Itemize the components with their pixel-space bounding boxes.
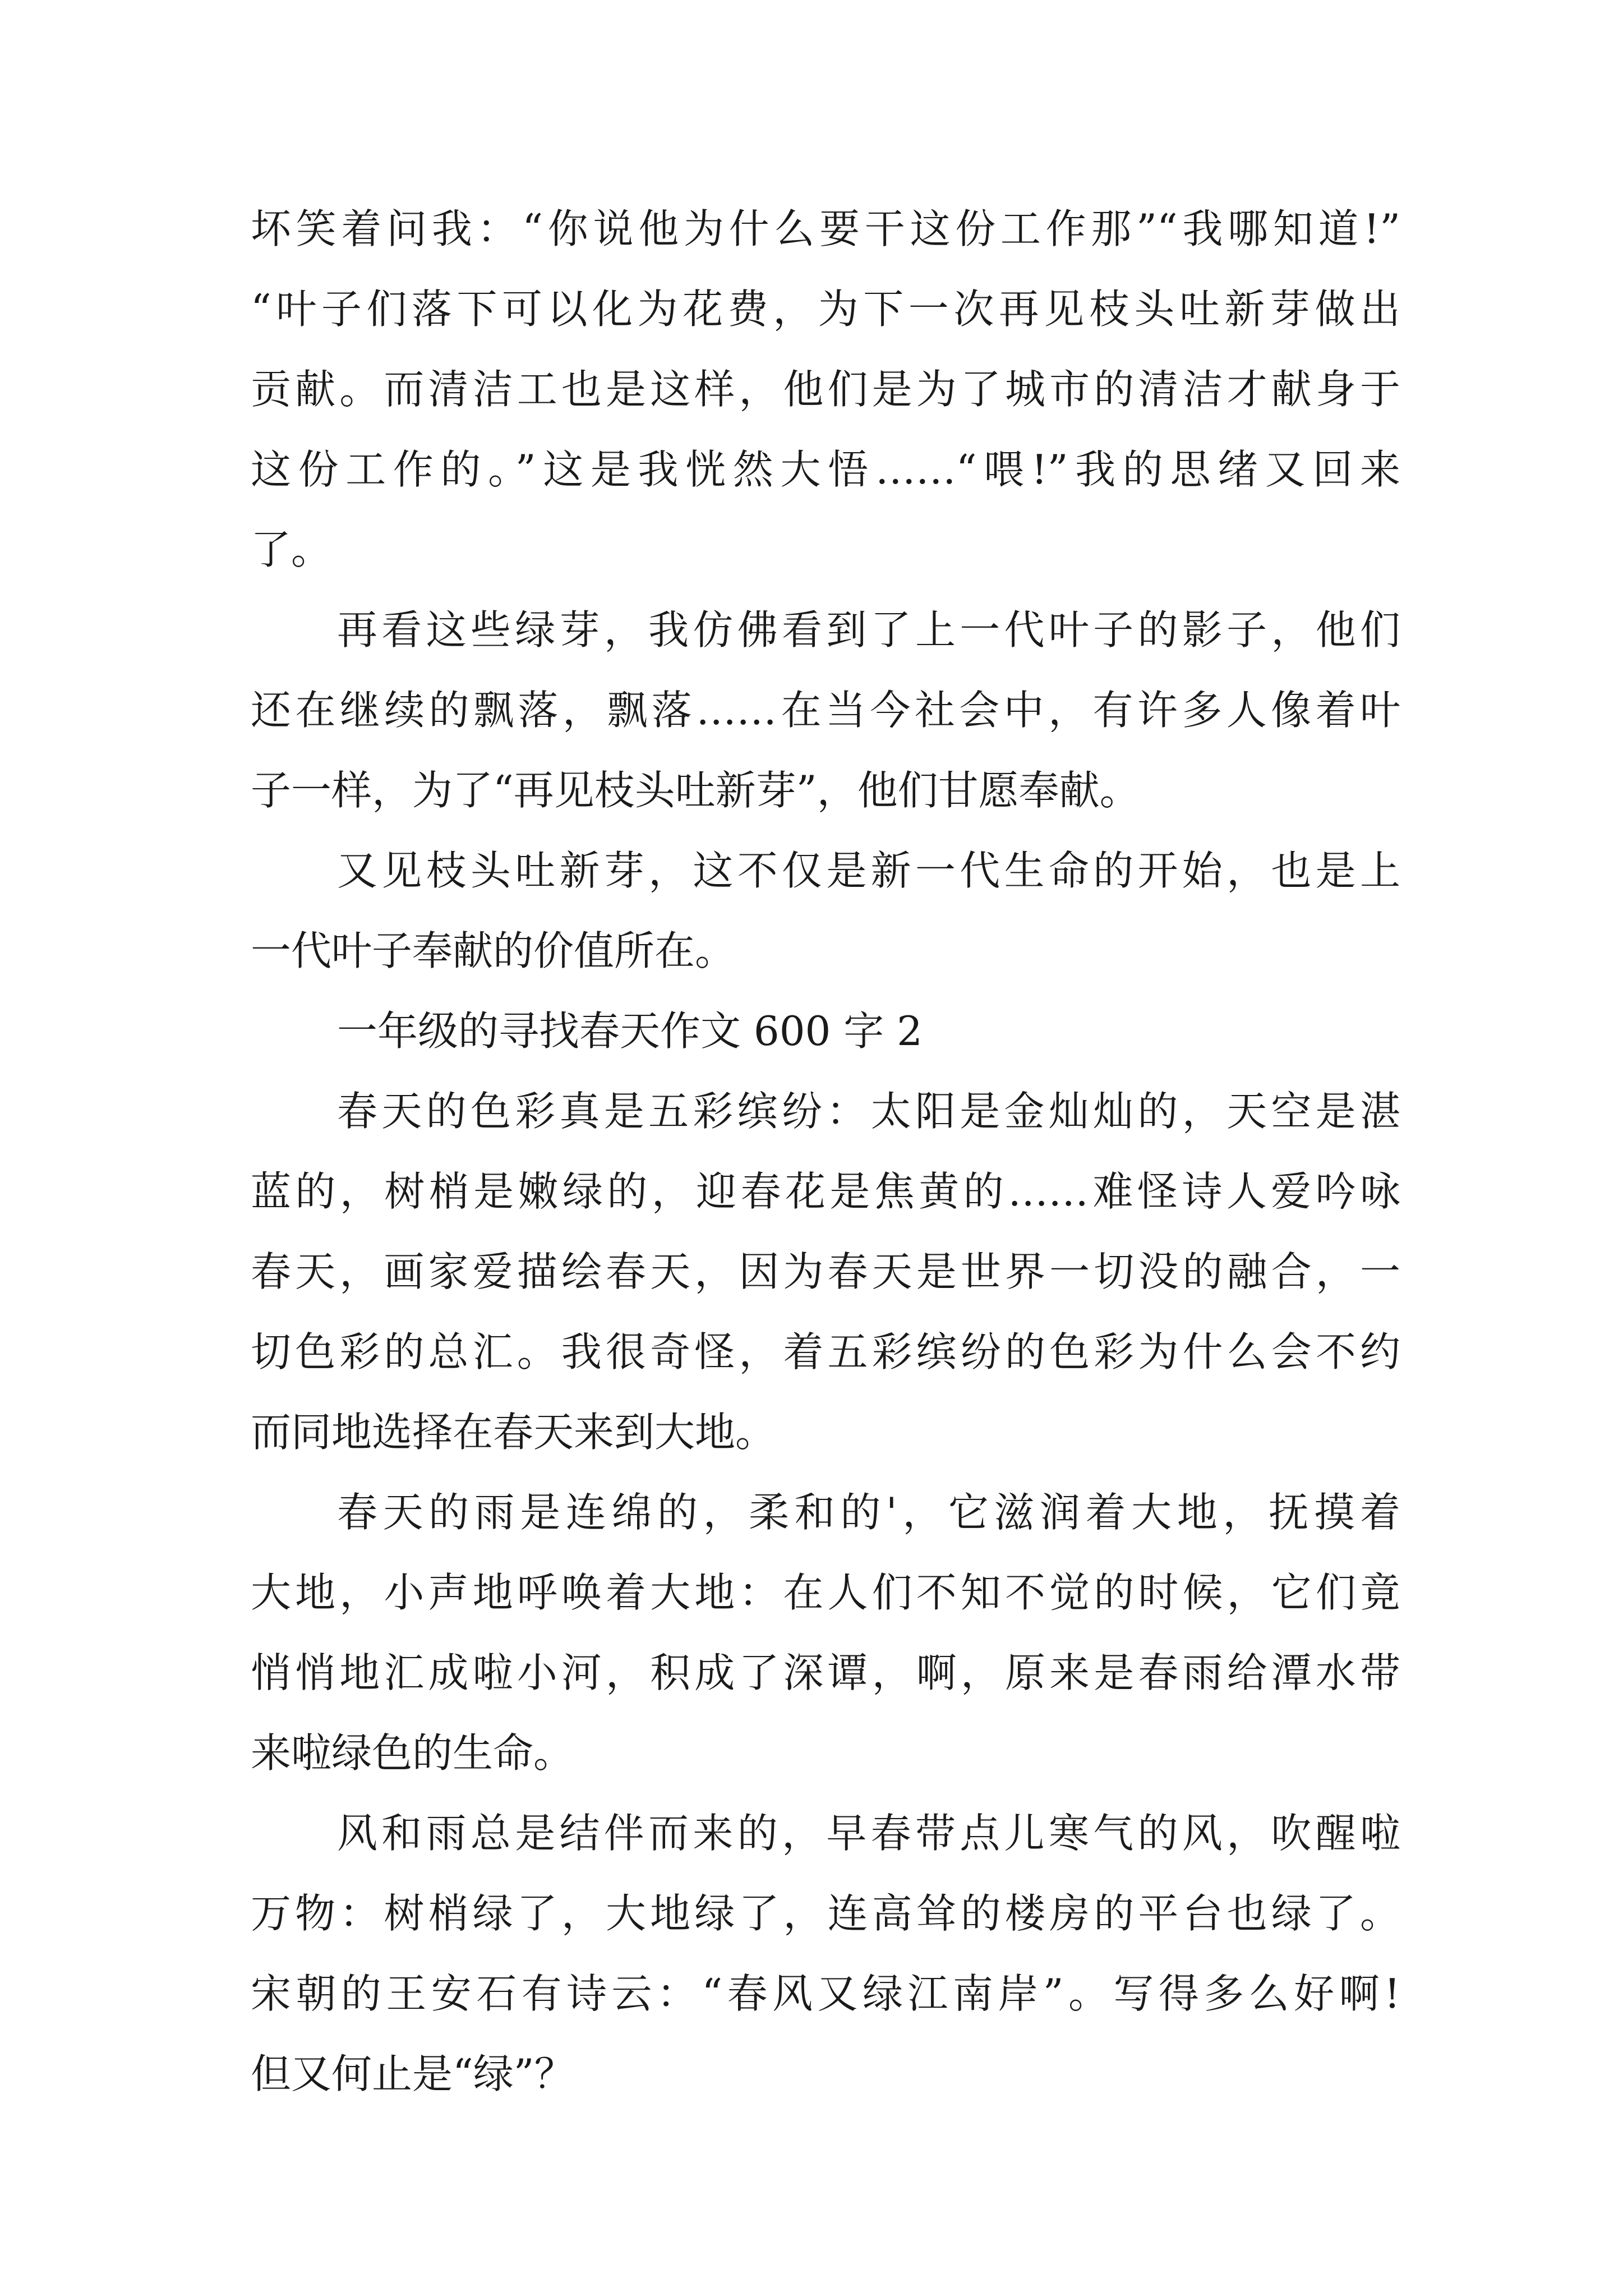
section-heading: 一年级的寻找春天作文 600 字 2	[337, 1007, 923, 1055]
text-line: 了。	[251, 526, 332, 573]
text-line: 子一样，为了“再见枝头吐新芽”，他们甘愿奉献。	[251, 767, 1140, 814]
text-line: “叶子们落下可以化为花费，为下一次再见枝头吐新芽做出	[251, 286, 1400, 333]
text-line: 大地，小声地呼唤着大地：在人们不知不觉的时候，它们竟	[251, 1569, 1400, 1616]
text-line: 再看这些绿芽，我仿佛看到了上一代叶子的影子，他们	[337, 606, 1400, 654]
text-line: 春天，画家爱描绘春天，因为春天是世界一切没的融合，一	[251, 1248, 1400, 1295]
text-line: 这份工作的。”这是我恍然大悟……“喂!”我的思绪又回来	[251, 446, 1400, 493]
text-line: 切色彩的总汇。我很奇怪，着五彩缤纷的色彩为什么会不约	[251, 1328, 1400, 1375]
text-line: 贡献。而清洁工也是这样，他们是为了城市的清洁才献身于	[251, 366, 1400, 413]
text-line: 坏笑着问我：“你说他为什么要干这份工作那”“我哪知道!”	[251, 205, 1400, 252]
text-line: 又见枝头吐新芽，这不仅是新一代生命的开始，也是上	[337, 847, 1400, 894]
text-line: 风和雨总是结伴而来的，早春带点儿寒气的风，吹醒啦	[337, 1810, 1400, 1857]
text-line: 而同地选择在春天来到大地。	[251, 1409, 776, 1456]
text-line: 万物：树梢绿了，大地绿了，连高耸的楼房的平台也绿了。	[251, 1890, 1400, 1937]
text-line: 一代叶子奉献的价值所在。	[251, 927, 736, 974]
text-line: 来啦绿色的生命。	[251, 1729, 574, 1777]
text-line: 蓝的，树梢是嫩绿的，迎春花是焦黄的……难怪诗人爱吟咏	[251, 1168, 1400, 1215]
text-line: 但又何止是“绿”？	[251, 2050, 575, 2097]
text-line: 还在继续的飘落，飘落……在当今社会中，有许多人像着叶	[251, 687, 1400, 734]
text-line: 宋朝的王安石有诗云：“春风又绿江南岸”。写得多么好啊!	[251, 1970, 1400, 2017]
text-line: 春天的色彩真是五彩缤纷：太阳是金灿灿的，天空是湛	[337, 1088, 1400, 1135]
text-line: 春天的雨是连绵的，柔和的'，它滋润着大地，抚摸着	[337, 1489, 1400, 1536]
text-line: 悄悄地汇成啦小河，积成了深谭，啊，原来是春雨给潭水带	[251, 1649, 1400, 1696]
